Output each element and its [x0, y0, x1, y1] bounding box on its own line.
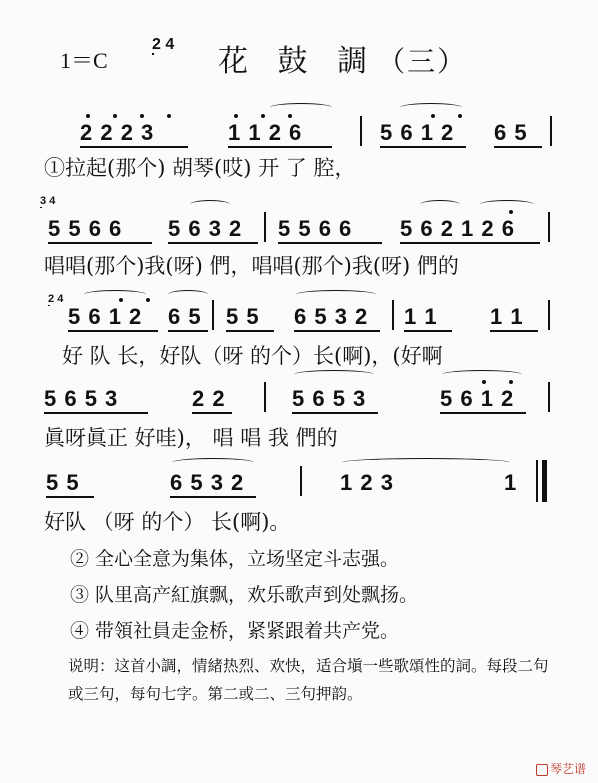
row5-notes-2: 6 5 3 2 — [170, 470, 245, 495]
beam — [380, 146, 466, 148]
row2-notes-2: 5 6 3 2 — [168, 216, 243, 241]
row3-time-top: 2 — [48, 293, 55, 305]
octave-dot — [509, 210, 513, 214]
octave-dot — [234, 114, 238, 118]
octave-dot — [86, 114, 90, 118]
row3-time-bottom: 4 — [57, 293, 64, 305]
octave-dot — [458, 114, 462, 118]
row1-lyrics: ①拉起(那个) 胡琴(哎) 开 了 腔， — [44, 156, 356, 180]
barline — [360, 116, 362, 146]
barline — [548, 212, 550, 242]
row2-time-top: 3 — [40, 195, 47, 207]
row1-notes-1: 2 2 2 3 — [80, 120, 155, 145]
barline — [548, 300, 550, 330]
barline — [550, 116, 552, 146]
beam — [294, 330, 380, 332]
slur — [172, 458, 254, 467]
octave-dot — [119, 298, 123, 302]
row1-notes-4: 6 5 — [494, 120, 528, 145]
beam — [168, 242, 258, 244]
octave-dot — [146, 298, 150, 302]
row4-notes-1: 5 6 5 3 — [44, 386, 119, 411]
slur — [294, 370, 374, 379]
row2-notes-4: 5 6 2 1 2 6 — [400, 216, 515, 241]
row4-notes-3: 5 6 5 3 — [292, 386, 367, 411]
watermark-logo — [536, 760, 586, 777]
beam — [228, 146, 332, 148]
verse-3: ③ 队里高产紅旗飘，欢乐歌声到处飘扬。 — [70, 584, 419, 606]
row3-notes-1: 5 6 1 2 — [68, 304, 143, 329]
beam — [48, 242, 152, 244]
octave-dot — [261, 114, 265, 118]
description: 说明：这首小調，情緒热烈、欢快，适合塡一些歌頌性的詞。每段二句或三句，每句七字。第二或二、三句押韵。 — [68, 657, 549, 703]
row3-notes-3: 5 5 — [226, 304, 260, 329]
slur — [400, 103, 462, 112]
slur — [168, 290, 208, 299]
row4-notes-4: 5 6 1 2 — [440, 386, 515, 411]
time-signature-bottom: 4 — [165, 36, 175, 53]
final-barline-thin — [536, 460, 538, 502]
song-title-part: （三） — [377, 45, 468, 78]
barline — [264, 382, 266, 412]
beam — [68, 330, 158, 332]
octave-dot — [482, 380, 486, 384]
row5-lyrics: 好队 （呀 的个） 长(啊)。 — [44, 510, 291, 534]
octave-dot — [167, 114, 171, 118]
beam — [278, 242, 382, 244]
beam — [170, 496, 256, 498]
row2-lyrics: 唱唱(那个)我(呀) 們，唱唱(那个)我(呀) 們的 — [44, 254, 459, 278]
verse-4: ④ 带領社員走金桥，紧紧跟着共产党。 — [70, 620, 400, 642]
time-signature — [152, 36, 175, 53]
beam — [490, 330, 538, 332]
slur — [442, 370, 522, 379]
row3-notes-4: 6 5 3 2 — [294, 304, 369, 329]
beam — [168, 330, 208, 332]
row1-notes-2: 1 1 2 6 — [228, 120, 303, 145]
row5-notes-1: 5 5 — [46, 470, 80, 495]
row2-notes-1: 5 5 6 6 — [48, 216, 123, 241]
slur — [270, 103, 332, 112]
row1-notes-3: 5 6 1 2 — [380, 120, 455, 145]
key-signature: 1＝C — [60, 48, 108, 73]
octave-dot — [431, 114, 435, 118]
verse-2: ② 全心全意为集体，立场坚定斗志强。 — [70, 548, 400, 570]
final-barline-thick — [542, 460, 547, 502]
row3-notes-6: 1 1 — [490, 304, 524, 329]
row3-lyrics: 好 队 长，好队（呀 的个）长(啊)，(好啊 — [62, 344, 443, 368]
watermark-icon — [536, 764, 548, 776]
row3-notes-5: 1 1 — [404, 304, 438, 329]
beam — [404, 330, 452, 332]
row2-time-signature — [40, 195, 56, 207]
barline — [392, 300, 394, 330]
row3-time-signature — [48, 293, 64, 305]
beam — [44, 412, 148, 414]
watermark-text: 琴艺谱 — [550, 762, 587, 776]
beam — [192, 412, 232, 414]
row4-lyrics: 眞呀眞正 好哇)， 唱 唱 我 們的 — [44, 426, 338, 450]
beam — [292, 412, 378, 414]
beam — [440, 412, 526, 414]
row5-notes-3: 1 2 3 — [340, 470, 394, 495]
song-title-main: 花 鼓 調 — [218, 44, 378, 79]
barline — [212, 300, 214, 330]
octave-dot — [113, 114, 117, 118]
beam — [226, 330, 274, 332]
time-signature-top: 2 — [152, 36, 161, 53]
barline — [300, 466, 302, 496]
song-title — [218, 36, 467, 80]
row3-notes-2: 6 5 — [168, 304, 202, 329]
row2-time-bottom: 4 — [49, 195, 56, 207]
tie — [342, 458, 510, 467]
row4-notes-2: 2 2 — [192, 386, 226, 411]
octave-dot — [288, 114, 292, 118]
slur — [296, 290, 376, 299]
slur — [190, 200, 230, 209]
row5-notes-4: 1 — [504, 470, 518, 495]
slur — [84, 290, 146, 299]
slur — [480, 200, 534, 209]
beam — [46, 496, 94, 498]
beam — [80, 146, 188, 148]
beam — [494, 146, 542, 148]
row2-notes-3: 5 5 6 6 — [278, 216, 353, 241]
barline — [264, 212, 266, 242]
barline — [548, 382, 550, 412]
beam — [400, 242, 540, 244]
octave-dot — [140, 114, 144, 118]
octave-dot — [509, 380, 513, 384]
slur — [420, 200, 460, 209]
